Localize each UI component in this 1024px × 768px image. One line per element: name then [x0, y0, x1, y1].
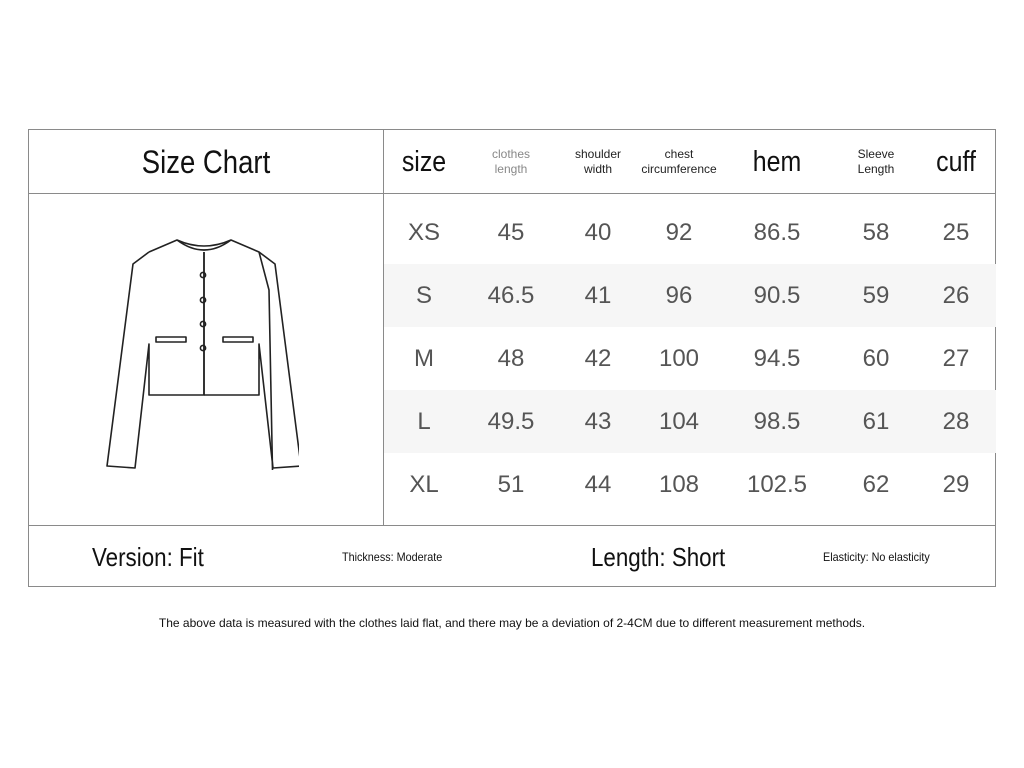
value-cell: 60	[862, 344, 890, 372]
value-cell: 94.5	[753, 344, 801, 372]
header-cell: Sleeve Length	[857, 147, 895, 176]
size-chart-table	[28, 129, 996, 587]
size-cell: M	[414, 344, 434, 372]
thickness-label: Thickness: Moderate	[342, 550, 443, 564]
value-cell: 61	[862, 407, 890, 435]
size-cell: S	[415, 281, 432, 309]
value-cell: 42	[584, 344, 612, 372]
value-cell: 43	[584, 407, 612, 435]
value-cell: 28	[942, 407, 970, 435]
table-row	[384, 327, 996, 390]
value-cell: 27	[942, 344, 970, 372]
value-cell: 48	[497, 344, 525, 372]
value-cell: 104	[658, 407, 700, 435]
value-cell: 49.5	[487, 407, 535, 435]
measurement-note: The above data is measured with the clothes laid flat, and there may be a deviation of 2-4CM due to different measurement methods.	[158, 616, 866, 630]
header-cell: chest circumference	[641, 147, 717, 176]
header-cell: hem	[752, 145, 802, 178]
value-cell: 98.5	[753, 407, 801, 435]
value-cell: 58	[862, 218, 890, 246]
version-label: Version: Fit	[92, 541, 204, 572]
value-cell: 40	[584, 218, 612, 246]
value-cell: 102.5	[746, 470, 808, 498]
value-cell: 62	[862, 470, 890, 498]
value-cell: 108	[658, 470, 700, 498]
cropped-jacket-icon	[99, 230, 299, 470]
value-cell: 51	[497, 470, 525, 498]
size-cell: XL	[409, 470, 439, 498]
value-cell: 45	[497, 218, 525, 246]
value-cell: 46.5	[487, 281, 535, 309]
value-cell: 96	[665, 281, 693, 309]
value-cell: 29	[942, 470, 970, 498]
table-row	[384, 201, 996, 264]
value-cell: 26	[942, 281, 970, 309]
header-cell: shoulder width	[574, 147, 622, 176]
value-cell: 44	[584, 470, 612, 498]
value-cell: 86.5	[753, 218, 801, 246]
size-cell: XS	[407, 218, 440, 246]
header-cell: clothes length	[491, 147, 531, 176]
value-cell: 41	[584, 281, 612, 309]
header-cell: cuff	[936, 145, 976, 178]
table-row	[384, 453, 996, 516]
chart-title: Size Chart	[141, 143, 271, 180]
value-cell: 90.5	[753, 281, 801, 309]
elasticity-label: Elasticity: No elasticity	[823, 550, 930, 564]
table-row	[384, 264, 996, 327]
value-cell: 100	[658, 344, 700, 372]
value-cell: 25	[942, 218, 970, 246]
table-row	[384, 390, 996, 453]
value-cell: 59	[862, 281, 890, 309]
length-label: Length: Short	[591, 541, 726, 572]
value-cell: 92	[665, 218, 693, 246]
size-cell: L	[417, 407, 431, 435]
header-cell: size	[401, 145, 447, 178]
